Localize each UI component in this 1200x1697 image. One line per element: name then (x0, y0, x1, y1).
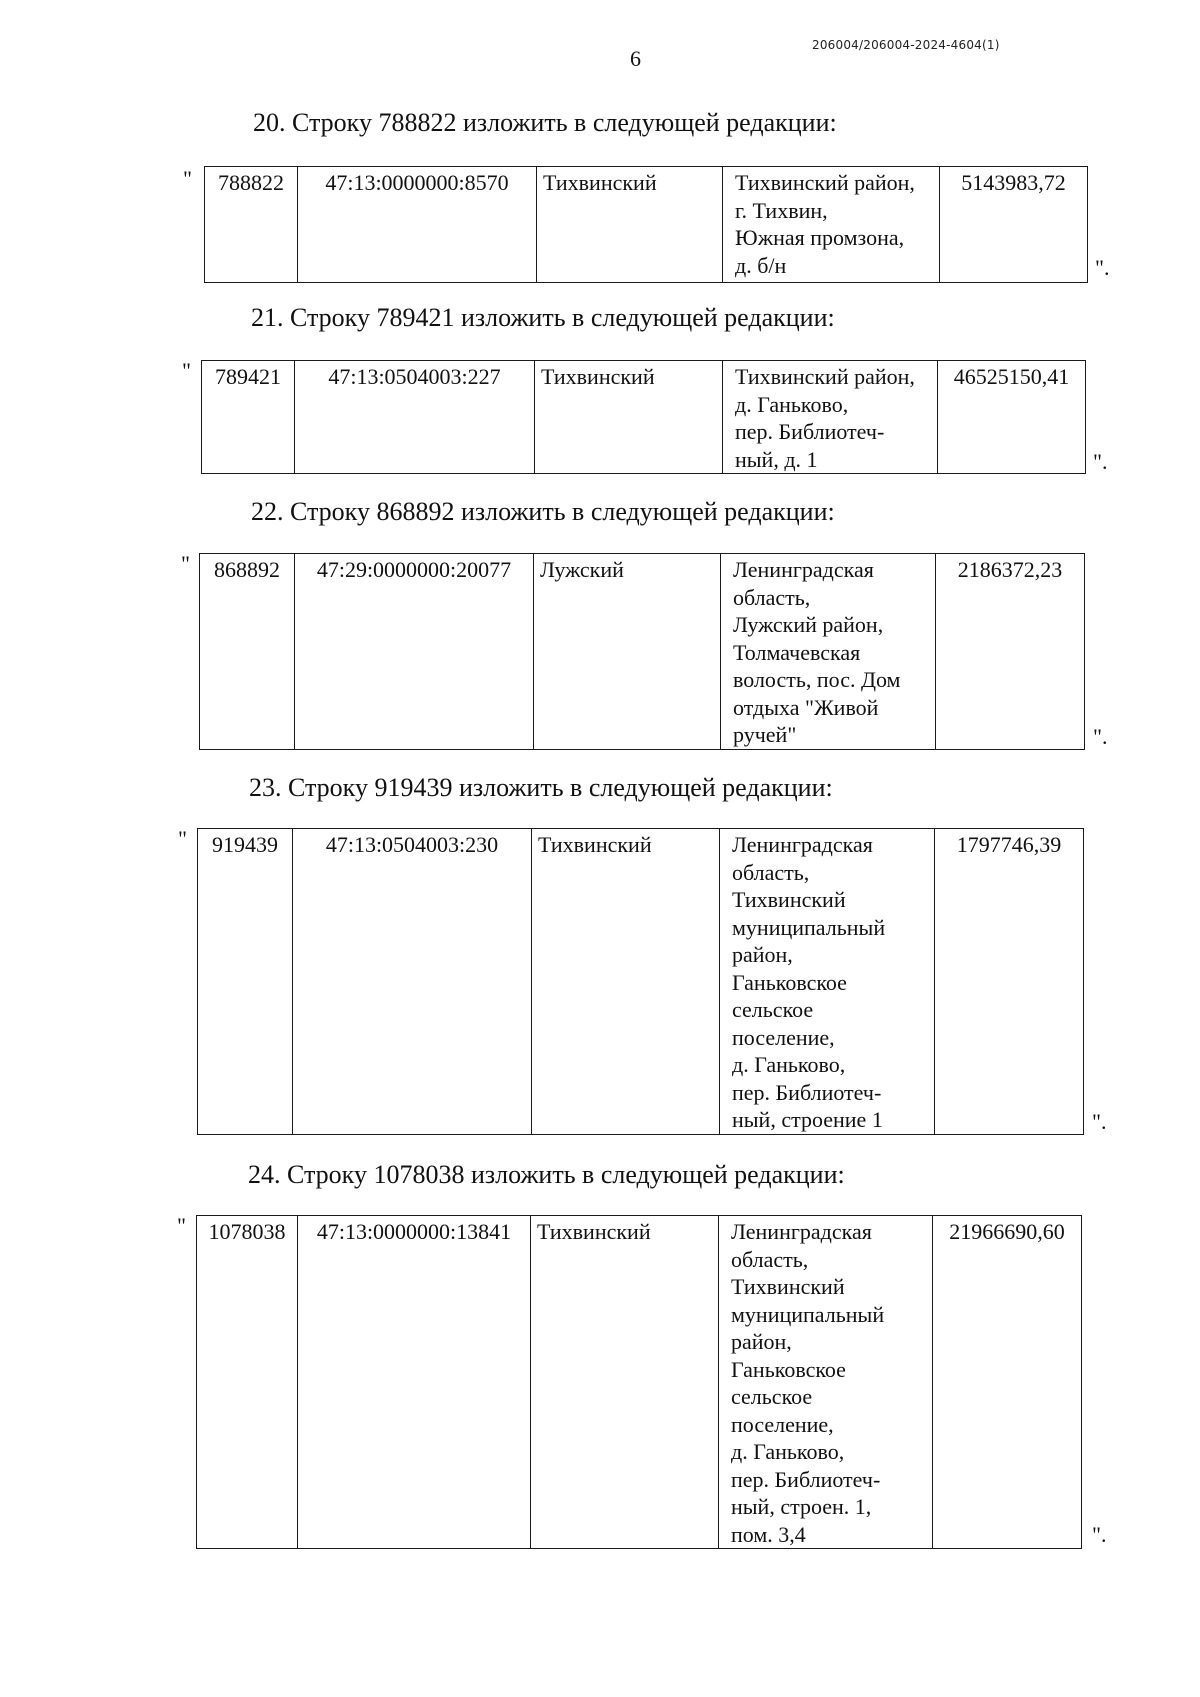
closing-quote: ". (1092, 1109, 1107, 1134)
address-line: Ганьковское (732, 969, 847, 995)
address-line: Толмачевская (733, 639, 861, 665)
row-number-cell: 788822 (205, 167, 298, 283)
record-table (204, 166, 1088, 283)
cadastral-number-cell: 47:13:0504003:230 (293, 829, 532, 1135)
address-line: д. Ганьково, (735, 391, 849, 417)
address-line: сельское (731, 1384, 813, 1409)
item-heading: 23. Строку 919439 изложить в следующей редакции: (249, 773, 833, 802)
row-number-cell: 868892 (200, 554, 295, 750)
cadastral-value-cell: 21966690,60 (933, 1216, 1082, 1549)
address-line: г. Тихвин, (735, 197, 828, 223)
row-number-cell: 1078038 (197, 1216, 298, 1549)
document-id: 206004/206004-2024-4604(1) (812, 38, 1000, 52)
opening-quote: " (181, 551, 190, 576)
closing-quote: ". (1092, 1522, 1107, 1547)
address-line: Тихвинский (732, 887, 846, 912)
table-row (198, 829, 1084, 1135)
address-line: Ленинградская (731, 1219, 872, 1244)
opening-quote: " (178, 826, 187, 851)
address-line: Ленинградская (733, 557, 874, 582)
address-line: область, (733, 584, 811, 610)
address-line: волость, пос. Дом (733, 667, 901, 692)
address-line: муниципальный (732, 914, 886, 940)
address-line: ный, д. 1 (735, 446, 818, 472)
table-row (197, 1216, 1082, 1549)
address-line: Ленинградская (732, 832, 873, 857)
address-line: д. Ганьково, (732, 1052, 846, 1077)
address-line: сельское (732, 997, 814, 1022)
table-row (202, 361, 1086, 474)
cadastral-value-cell: 1797746,39 (935, 829, 1084, 1135)
cadastral-value-cell: 2186372,23 (936, 554, 1085, 750)
address-line: пом. 3,4 (731, 1521, 806, 1547)
address-cell (719, 1216, 933, 1549)
table-row (205, 167, 1088, 283)
address-line: Южная промзона, (735, 225, 905, 250)
address-line: пер. Библиотеч- (731, 1466, 881, 1492)
record-table (196, 1215, 1082, 1549)
address-line: область, (731, 1246, 809, 1272)
cadastral-value-cell: 46525150,41 (938, 361, 1086, 474)
address-line: поселение, (732, 1024, 835, 1050)
address-line: ный, строение 1 (732, 1107, 883, 1132)
cadastral-number-cell: 47:29:0000000:20077 (295, 554, 534, 750)
address-line: область, (732, 859, 810, 885)
address-cell (721, 554, 936, 750)
address-line: муниципальный (731, 1301, 885, 1327)
cadastral-number-cell: 47:13:0000000:8570 (298, 167, 537, 283)
address-line: Ганьковское (731, 1356, 846, 1382)
address-line: пер. Библиотеч- (735, 419, 885, 444)
opening-quote: " (183, 166, 192, 191)
address-line: Лужский район, (733, 612, 884, 637)
address-line: д. б/н (735, 252, 787, 278)
address-cell (723, 167, 940, 283)
address-line: район, (731, 1329, 792, 1354)
address-line: Тихвинский район, (735, 364, 915, 389)
item-heading: 20. Строку 788822 изложить в следующей редакции: (253, 108, 837, 137)
opening-quote: " (182, 358, 191, 383)
item-heading: 21. Строку 789421 изложить в следующей редакции: (251, 303, 835, 332)
address-line: район, (732, 942, 793, 967)
row-number-cell: 789421 (202, 361, 295, 474)
address-cell (723, 361, 938, 474)
address-line: Тихвинский район, (735, 170, 915, 195)
table-row (200, 554, 1085, 750)
record-table (197, 828, 1084, 1135)
address-line: д. Ганьково, (731, 1439, 845, 1464)
district-cell: Тихвинский (535, 361, 723, 474)
closing-quote: ". (1093, 724, 1108, 749)
address-line: ный, строен. 1, (731, 1494, 872, 1519)
address-cell (720, 829, 935, 1135)
cadastral-number-cell: 47:13:0000000:13841 (298, 1216, 531, 1549)
address-line: ручей" (733, 722, 797, 747)
district-cell: Лужский (534, 554, 721, 750)
district-cell: Тихвинский (532, 829, 720, 1135)
item-heading: 24. Строку 1078038 изложить в следующей редакции: (248, 1160, 845, 1189)
record-table (201, 360, 1086, 474)
page-number: 6 (630, 46, 641, 71)
district-cell: Тихвинский (537, 167, 723, 283)
cadastral-value-cell: 5143983,72 (940, 167, 1088, 283)
cadastral-number-cell: 47:13:0504003:227 (295, 361, 535, 474)
closing-quote: ". (1093, 449, 1108, 474)
row-number-cell: 919439 (198, 829, 293, 1135)
address-line: пер. Библиотеч- (732, 1079, 882, 1105)
opening-quote: " (177, 1213, 186, 1238)
address-line: поселение, (731, 1411, 834, 1437)
closing-quote: ". (1095, 255, 1110, 280)
record-table (199, 553, 1085, 750)
address-line: отдыха "Живой (733, 694, 879, 720)
item-heading: 22. Строку 868892 изложить в следующей редакции: (251, 497, 835, 526)
address-line: Тихвинский (731, 1274, 845, 1299)
district-cell: Тихвинский (531, 1216, 719, 1549)
